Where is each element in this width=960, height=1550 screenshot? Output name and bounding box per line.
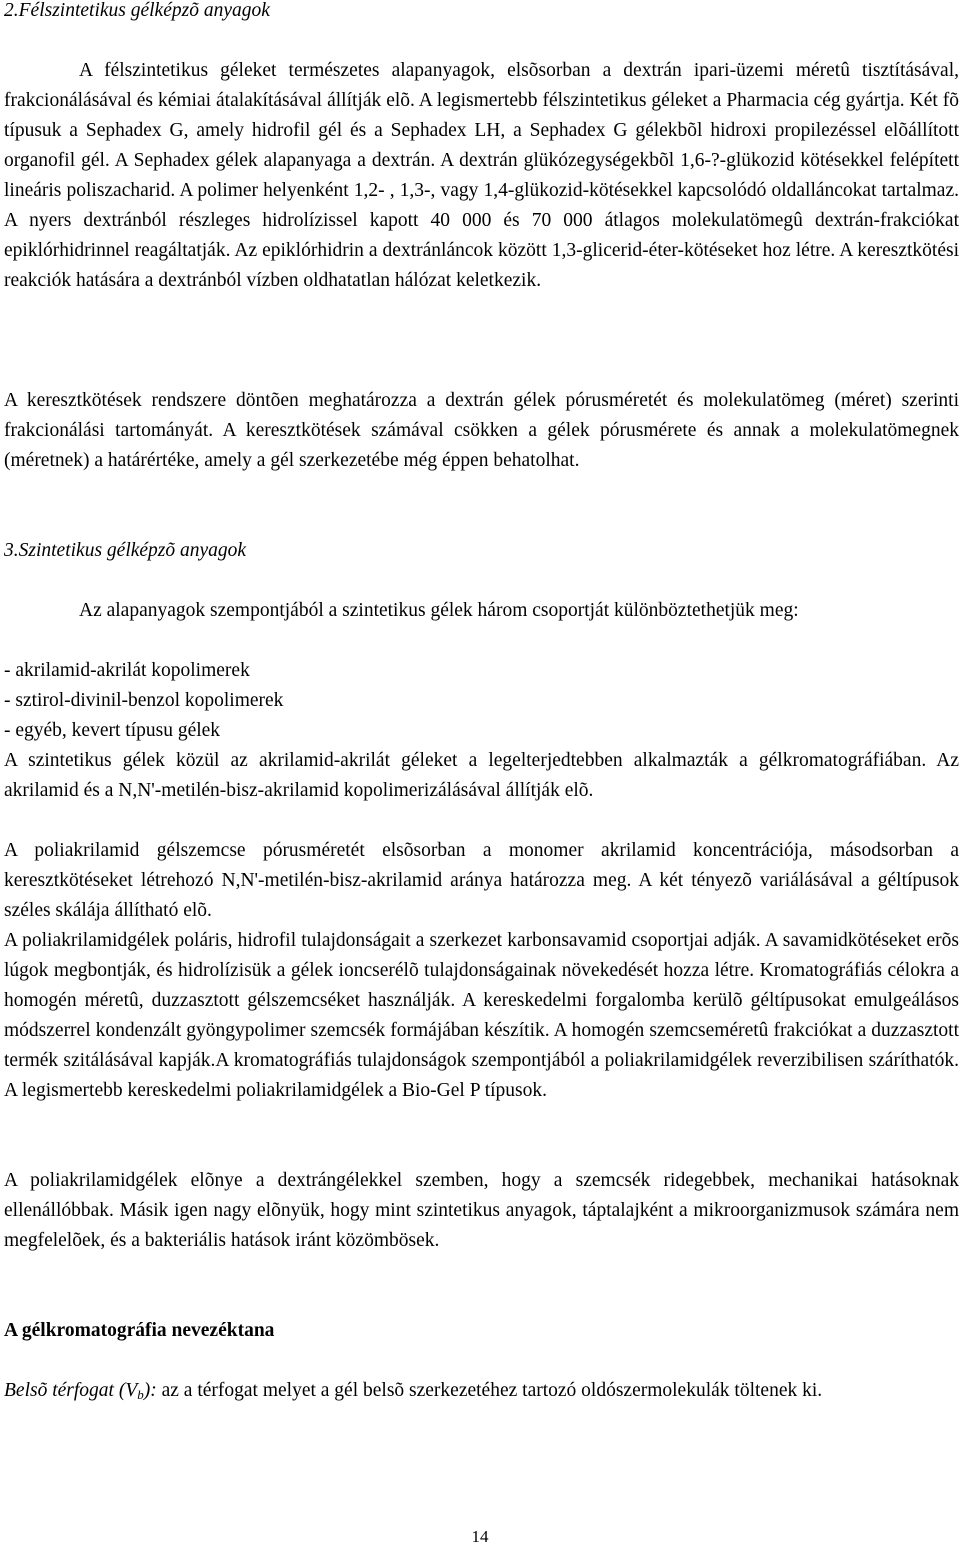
paragraph: A keresztkötések rendszere döntõen meghatározza a dextrán gélek pórusméretét és molekulatömeg (méret) szerinti frakcionálási tartományát. A keresztkötések számával csökken a gélek pórusmérete és annak a molekulatömegnek (méretnek) a határértéke, amely a gél szerkezetébe még éppen behatolhat. xyxy=(4,390,959,471)
paragraph: Az alapanyagok szempontjából a szintetikus gélek három csoportját különböztethetjük meg: xyxy=(79,600,799,621)
paragraph: A poliakrilamidgélek poláris, hidrofil tulajdonságait a szerkezet karbonsavamid csoportjai adják. A savamidkötéseket erõs lúgok megbontják, és hidrolízisük a gélek ioncserélõ tulajdonságainak növekedését hozza létre. Kromatográfiás célokra a homogén méretû, duzzasztott gélszemcséket használják. A kereskedelmi forgalomba kerülõ géltípusokat emulgeálásos módszerrel kondenzált gyöngypolimer szemcsék formájában készítik. A homogén szemcseméretû frakciókat a duzzasztott termék szitálásával kapják.A kromatográfiás tulajdonságok szempontjából a poliakrilamidgélek reverzibilisen száríthatók. A legismertebb kereskedelmi poliakrilamidgélek a Bio-Gel P típusok. xyxy=(4,930,959,1101)
paragraph: A poliakrilamid gélszemcse pórusméretét elsõsorban a monomer akrilamid koncentrációja, másodsorban a keresztkötéseket létrehozó N,N'-metilén-bisz-akrilamid aránya határozza meg. A két tényezõ variálásával a géltípusok széles skálája állítható elõ. xyxy=(4,840,959,921)
term-text: Belsõ térfogat (V xyxy=(4,1380,138,1401)
section-2-heading xyxy=(4,0,959,26)
section-title: Szintetikus gélképzõ anyagok xyxy=(18,540,247,561)
term-close: ): xyxy=(143,1380,157,1401)
list-item: - egyéb, kevert típusu gélek xyxy=(4,720,221,741)
list-item: - sztirol-divinil-benzol kopolimerek xyxy=(4,690,284,711)
section-number: 2. xyxy=(4,0,19,21)
definition-paragraph xyxy=(4,1376,959,1410)
section-3-heading xyxy=(4,536,959,566)
list-item: - akrilamid-akrilát kopolimerek xyxy=(4,660,250,681)
section-title: Félszintetikus gélképzõ anyagok xyxy=(18,0,270,21)
paragraph: A félszintetikus géleket természetes alapanyagok, elsõsorban a dextrán ipari-üzemi méretû tisztításával, frakcionálásával és kémiai átalakításával állítják elõ. A legismertebb félszintetikus géleket a Pharmacia cég gyártja. Két fõ típusuk a Sephadex G, amely hidrofil gél és a Sephadex LH, a Sephadex G gélekbõl hidroxi propilezéssel elõállított organofil gél. A Sephadex gélek alapanyaga a dextrán. A dextrán glükózegységekbõl 1,6-?-glükozid kötésekkel felépített lineáris poliszacharid. A polimer helyenként 1,2- , 1,3-, vagy 1,4-glükozid-kötésekkel kapcsolódó oldalláncokat tartalmaz. A nyers dextránból részleges hidrolízissel kapott 40 000 és 70 000 átlagos molekulatömegû dextrán-frakciókat epiklórhidrinnel reagáltatják. Az epiklórhidrin a dextránláncok között 1,3-glicerid-éter-kötéseket hoz létre. A keresztkötési reakciók hatására a dextránból vízben oldhatatlan hálózat keletkezik. xyxy=(4,60,959,291)
paragraph: A poliakrilamidgélek elõnye a dextrángélekkel szemben, hogy a szemcsék ridegebbek, mechanikai hatásoknak ellenállóbbak. Másik igen nagy elõnyük, hogy mint szintetikus anyagok, táptalajként a mikroorganizmusok számára nem megfelelõek, és a bakteriális hatások iránt közömbösek. xyxy=(4,1170,959,1251)
nomenclature-heading: A gélkromatográfia nevezéktana xyxy=(4,1320,275,1341)
section-number: 3. xyxy=(4,540,19,561)
term-subscript: b xyxy=(137,1387,144,1402)
paragraph: A szintetikus gélek közül az akrilamid-akrilát géleket a legelterjedtebben alkalmazták a gélkromatográfiában. Az akrilamid és a N,N'-metilén-bisz-akrilamid kopolimerizálásával állítják elõ. xyxy=(4,750,959,801)
page-number: 14 xyxy=(471,1527,489,1546)
definition-text: az a térfogat melyet a gél belsõ szerkezetéhez tartozó oldószermolekulák töltenek ki. xyxy=(156,1380,823,1401)
term-label xyxy=(4,1380,157,1401)
